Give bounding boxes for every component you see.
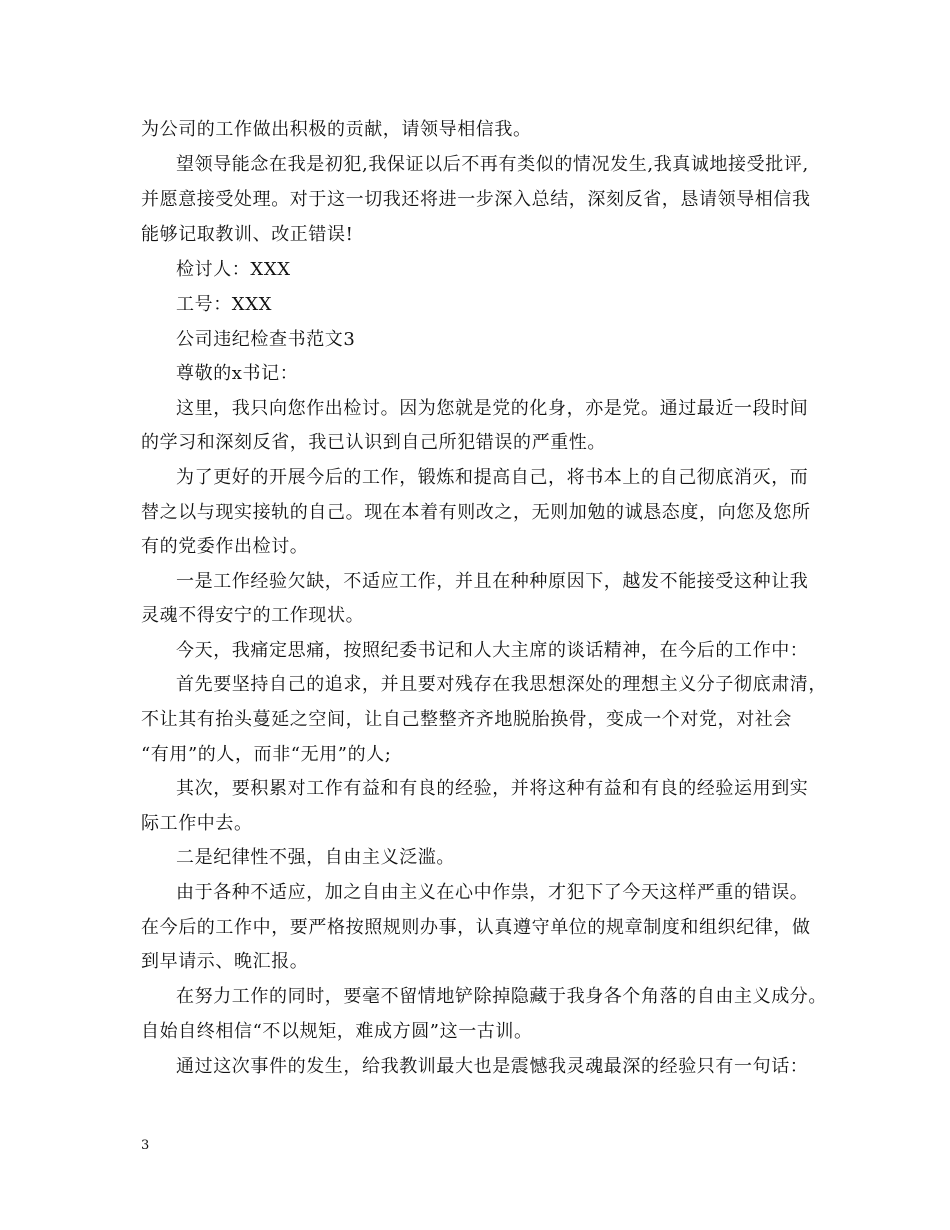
text-line: 有的党委作出检讨。 bbox=[141, 536, 309, 557]
text-line: 二是纪律性不强，自由主义泛滥。 bbox=[176, 847, 455, 868]
text-line: 今天，我痛定思痛，按照纪委书记和人大主席的谈话精神，在今后的工作中： bbox=[176, 640, 809, 661]
text-line: 通过这次事件的发生，给我教训最大也是震憾我灵魂最深的经验只有一句话： bbox=[176, 1056, 809, 1077]
text-line: 工号：XXX bbox=[176, 294, 273, 315]
text-line: 自始自终相信“不以规矩，难成方圆”这一古训。 bbox=[141, 1021, 533, 1042]
text-line: 的学习和深刻反省，我已认识到自己所犯错误的严重性。 bbox=[141, 432, 606, 453]
text-line: 这里，我只向您作出检讨。因为您就是党的化身，亦是党。通过最近一段时间 bbox=[176, 398, 809, 419]
text-line: 在努力工作的同时，要毫不留情地铲除掉隐藏于我身各个角落的自由主义成分。 bbox=[176, 986, 827, 1007]
text-line: “有用”的人，而非“无用”的人; bbox=[141, 744, 392, 765]
text-line: 尊敬的x书记： bbox=[176, 363, 299, 384]
text-line: 为了更好的开展今后的工作，锻炼和提高自己，将书本上的自己彻底消灭，而 bbox=[176, 467, 809, 488]
text-line: 并愿意接受处理。对于这一切我还将进一步深入总结，深刻反省，恳请领导相信我 bbox=[141, 189, 811, 210]
text-line: 到早请示、晚汇报。 bbox=[141, 951, 309, 972]
text-line: 由于各种不适应，加之自由主义在心中作祟，才犯下了今天这样严重的错误。 bbox=[176, 882, 809, 903]
text-line: 望领导能念在我是初犯,我保证以后不再有类似的情况发生,我真诚地接受批评, bbox=[176, 154, 809, 175]
text-line: 际工作中去。 bbox=[141, 813, 253, 834]
text-line: 灵魂不得安宁的工作现状。 bbox=[141, 605, 365, 626]
text-line: 能够记取教训、改正错误! bbox=[141, 224, 354, 245]
page-number: 3 bbox=[141, 1138, 150, 1153]
text-line: 替之以与现实接轨的自己。现在本着有则改之，无则加勉的诚恳态度，向您及您所 bbox=[141, 502, 811, 523]
text-line: 在今后的工作中，要严格按照规则办事，认真遵守单位的规章制度和组织纪律，做 bbox=[141, 917, 811, 938]
text-line: 检讨人：XXX bbox=[176, 259, 291, 280]
text-line: 首先要坚持自己的追求，并且要对残存在我思想深处的理想主义分子彻底肃清， bbox=[176, 674, 827, 695]
text-line: 不让其有抬头蔓延之空间，让自己整整齐齐地脱胎换骨，变成一个对党，对社会 bbox=[141, 709, 792, 730]
text-line: 一是工作经验欠缺，不适应工作，并且在种种原因下，越发不能接受这种让我 bbox=[176, 571, 809, 592]
text-line: 为公司的工作做出积极的贡献，请领导相信我。 bbox=[141, 119, 532, 140]
text-line: 公司违纪检查书范文3 bbox=[176, 329, 356, 350]
text-line: 其次，要积累对工作有益和有良的经验，并将这种有益和有良的经验运用到实 bbox=[176, 778, 809, 799]
